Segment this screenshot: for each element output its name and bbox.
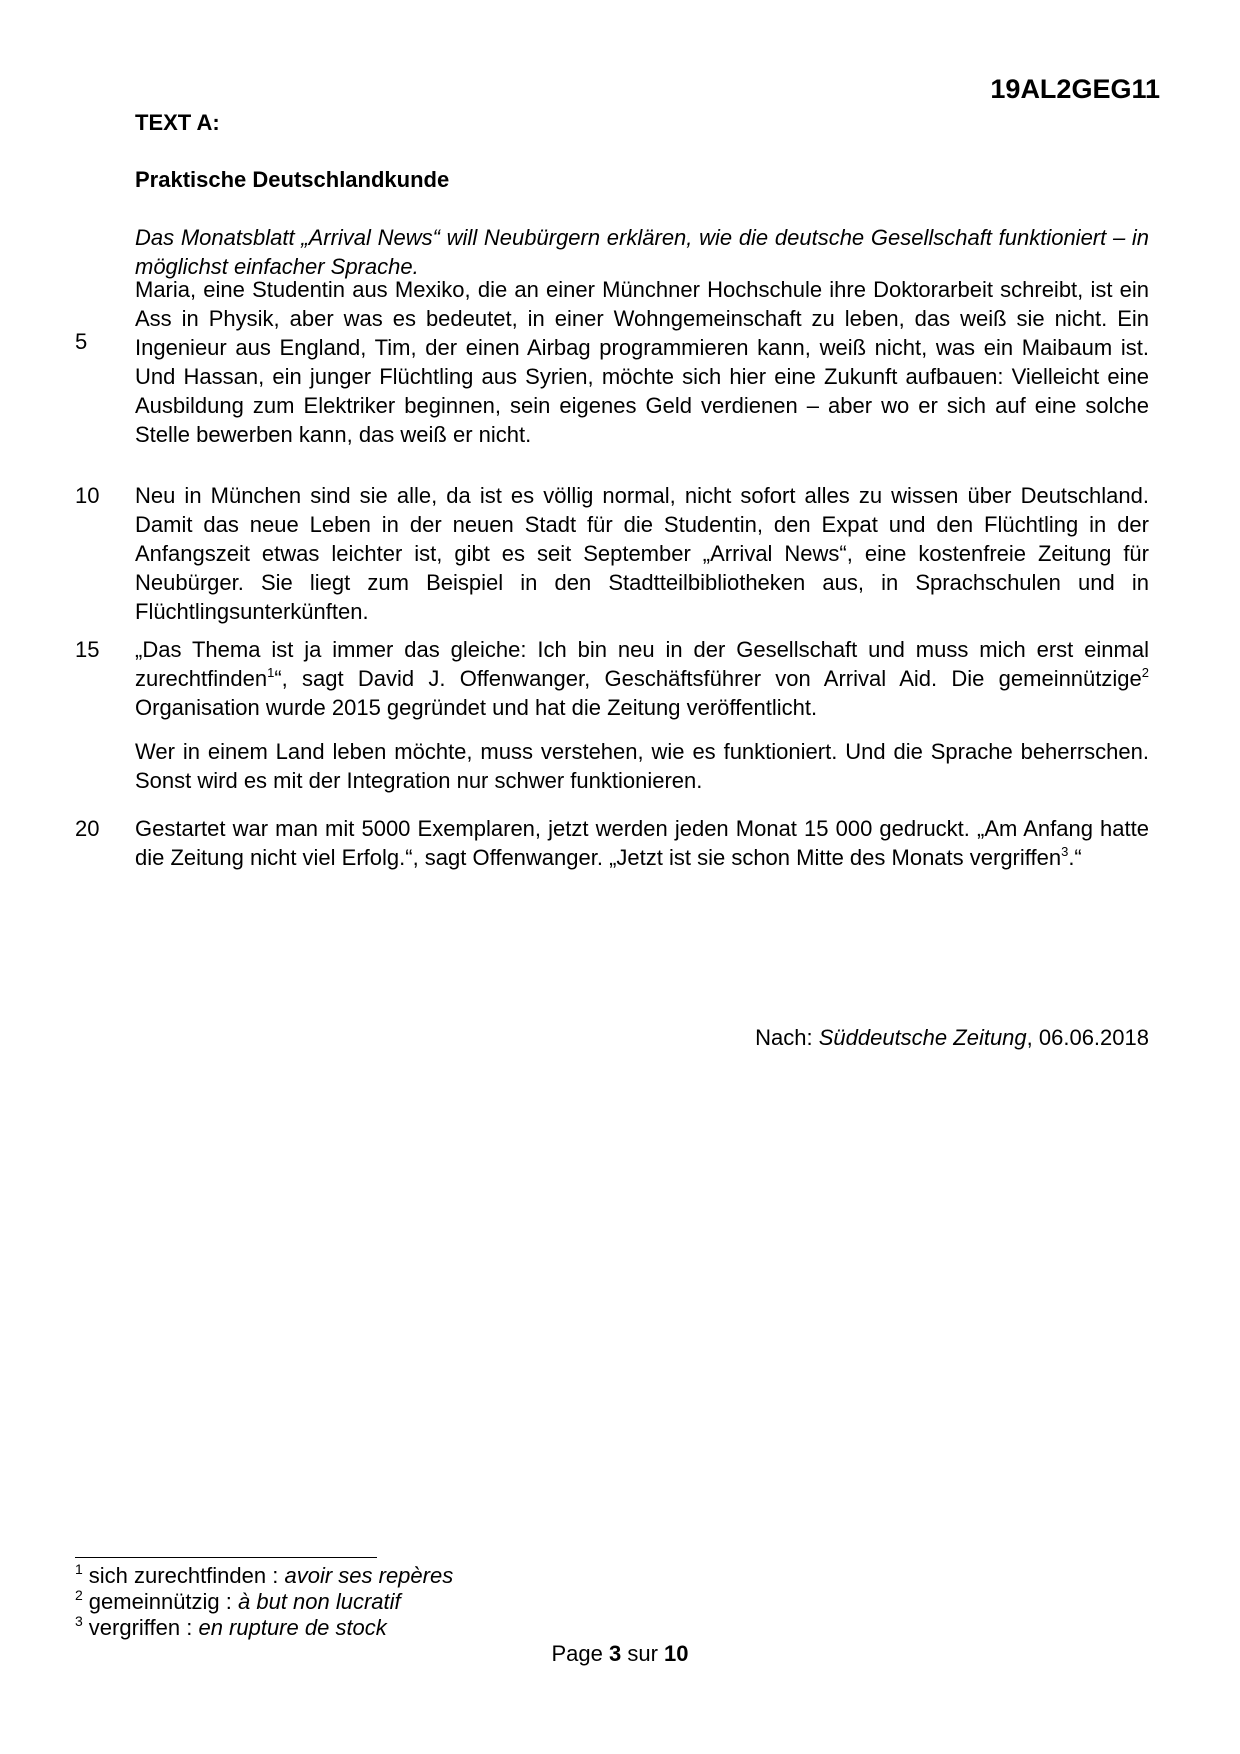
article-lead: Das Monatsblatt „Arrival News“ will Neubürgern erklären, wie die deutsche Gesellschaft funktioniert – in möglichst einfacher Sprache. [135, 225, 1149, 279]
footnote-1-term: sich zurechtfinden : [88, 1563, 285, 1588]
footnote-3-number: 3 [75, 1613, 83, 1629]
source-name: Süddeutsche Zeitung [818, 1025, 1027, 1050]
paragraph-1: Maria, eine Studentin aus Mexiko, die an einer Münchner Hochschule ihre Doktorarbeit schreibt, ist ein Ass in Physik, aber was es bedeutet, in einer Wohngemeinschaft zu leben, das weiß sie nicht. Ein Ingenieur aus England, Tim, der einen Airbag programmieren kann, weiß nicht, was ein Maibaum ist. Und Hassan, ein junger Flüchtling aus Syrien, möchte sich hier eine Zukunft aufbauen: Vielleicht eine Ausbildung zum Elektriker beginnen, sein eigenes Geld verdienen – aber wo er sich auf eine solche Stelle bewerben kann, das weiß er nicht. [135, 277, 1149, 447]
line-number-5: 5 [75, 329, 88, 354]
paragraph-3-part-2: “, sagt David J. Offenwanger, Geschäftsführer von Arrival Aid. Die gemeinnützige [274, 666, 1142, 691]
footnote-1-number: 1 [75, 1561, 83, 1577]
sur-word: sur [621, 1641, 665, 1666]
footnote-2 [75, 1589, 401, 1615]
line-number-10: 10 [75, 483, 100, 508]
paragraph-3-part-1: „Das Thema ist ja immer das gleiche: Ich bin neu in der Gesellschaft und muss mich erst einmal zurechtfinden [135, 637, 1149, 691]
page-number: 3 [608, 1641, 622, 1666]
footnote-2-translation: à but non lucratif [238, 1589, 401, 1614]
footnote-2-number: 2 [75, 1587, 83, 1603]
line-number-20: 20 [75, 816, 100, 841]
paragraph-4: Wer in einem Land leben möchte, muss verstehen, wie es funktioniert. Und die Sprache beherrschen. Sonst wird es mit der Integration nur schwer funktionieren. [135, 739, 1149, 793]
paragraph-2: Neu in München sind sie alle, da ist es völlig normal, nicht sofort alles zu wissen über Deutschland. Damit das neue Leben in der neuen Stadt für die Studentin, den Expat und den Flüchtling in der Anfangszeit etwas leichter ist, gibt es seit September „Arrival News“, eine kostenfreie Zeitung für Neubürger. Sie liegt zum Beispiel in den Stadtteilbibliotheken aus, in Sprachschulen und in Flüchtlingsunterkünften. [135, 483, 1149, 624]
footnote-3-term: vergriffen : [88, 1615, 199, 1640]
page-total: 10 [664, 1641, 689, 1666]
source-date: , 06.06.2018 [1026, 1025, 1149, 1050]
paragraph-5-part-2: .“ [1068, 845, 1082, 870]
document-code: 19AL2GEG11 [990, 74, 1160, 104]
paragraph-5-part-1: Gestartet war man mit 5000 Exemplaren, jetzt werden jeden Monat 15 000 gedruckt. „Am Anfang hatte die Zeitung nicht viel Erfolg.“, sagt Offenwanger. „Jetzt ist sie schon Mitte des Monats vergriffen [135, 816, 1149, 870]
page-word: Page [551, 1641, 609, 1666]
article-title: Praktische Deutschlandkunde [135, 167, 450, 192]
footnote-ref-2: 2 [1141, 665, 1149, 680]
page-footer [0, 1641, 1240, 1667]
paragraph-3-part-3: Organisation wurde 2015 gegründet und hat die Zeitung veröffentlicht. [135, 695, 818, 720]
footnote-3 [75, 1615, 387, 1641]
footnote-3-translation: en rupture de stock [198, 1615, 387, 1640]
footnote-1 [75, 1563, 453, 1589]
line-number-15: 15 [75, 637, 100, 662]
footnote-ref-1: 1 [267, 665, 275, 680]
source-prefix: Nach: [755, 1025, 819, 1050]
footnote-divider [75, 1557, 377, 1558]
paragraph-5 [135, 814, 1149, 872]
source-citation [755, 1025, 1149, 1051]
text-label: TEXT A: [135, 110, 220, 135]
paragraph-3 [135, 635, 1149, 722]
footnote-1-translation: avoir ses repères [284, 1563, 454, 1588]
footnote-ref-3: 3 [1061, 844, 1069, 859]
footnote-2-term: gemeinnützig : [88, 1589, 238, 1614]
